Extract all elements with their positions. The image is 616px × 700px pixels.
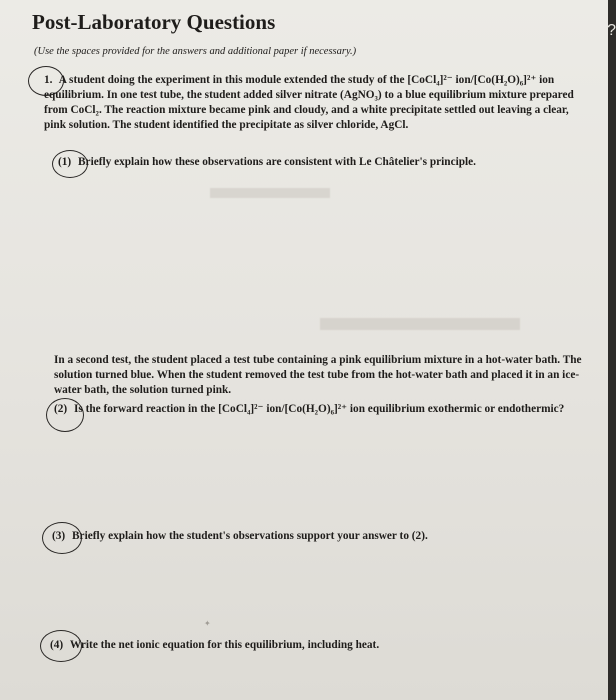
bleed-through-texture-lower	[320, 318, 520, 330]
part-1-number: (1)	[58, 156, 72, 168]
question-4-number: (4)	[50, 639, 64, 651]
part-1-text: Briefly explain how these observations are consistent with Le Châtelier's principle.	[78, 156, 476, 168]
question-3	[52, 530, 428, 542]
question-1	[44, 73, 584, 133]
question-3-text: Briefly explain how the student's observations support your answer to (2).	[72, 530, 428, 542]
page-title: Post-Laboratory Questions	[32, 10, 276, 34]
bleed-through-texture	[210, 188, 330, 198]
question-4	[50, 639, 379, 651]
question-1-part-1	[58, 156, 476, 168]
second-test-paragraph: In a second test, the student placed a test tube containing a pink equilibrium mixture in a hot-water bath. The solution turned blue. When the student removed the test tube from the hot-water bath and placed it in an ice-water bath, the solution turned pink.	[54, 354, 582, 396]
question-2	[54, 402, 594, 417]
question-2-text: Is the forward reaction in the [CoCl₄]²⁻ ion/[Co(H₂O)₆]²⁺ ion equilibrium exothermic or endothermic?	[74, 403, 565, 415]
question-3-number: (3)	[52, 530, 66, 542]
stray-mark: ✦	[204, 619, 211, 628]
edge-glyph: ?	[607, 22, 616, 39]
question-1-text: A student doing the experiment in this module extended the study of the [CoCl₄]²⁻ ion/[Co(H₂O)₆]²⁺ ion equilibrium. In one test tube, the student added silver nitrate (AgNO₃) to a blue equilibrium mixture prepared from CoCl₂. The reaction mixture became pink and cloudy, and a white precipitate settled out leaving a clear, pink solution. The student identified the precipitate as silver chloride, AgCl.	[44, 74, 574, 131]
page-subtitle: (Use the spaces provided for the answers and additional paper if necessary.)	[34, 46, 357, 57]
question-1-number: 1.	[44, 74, 53, 86]
question-4-text: Write the net ionic equation for this equilibrium, including heat.	[69, 639, 380, 651]
question-2-number: (2)	[54, 403, 68, 415]
page-edge-shadow	[608, 0, 616, 700]
